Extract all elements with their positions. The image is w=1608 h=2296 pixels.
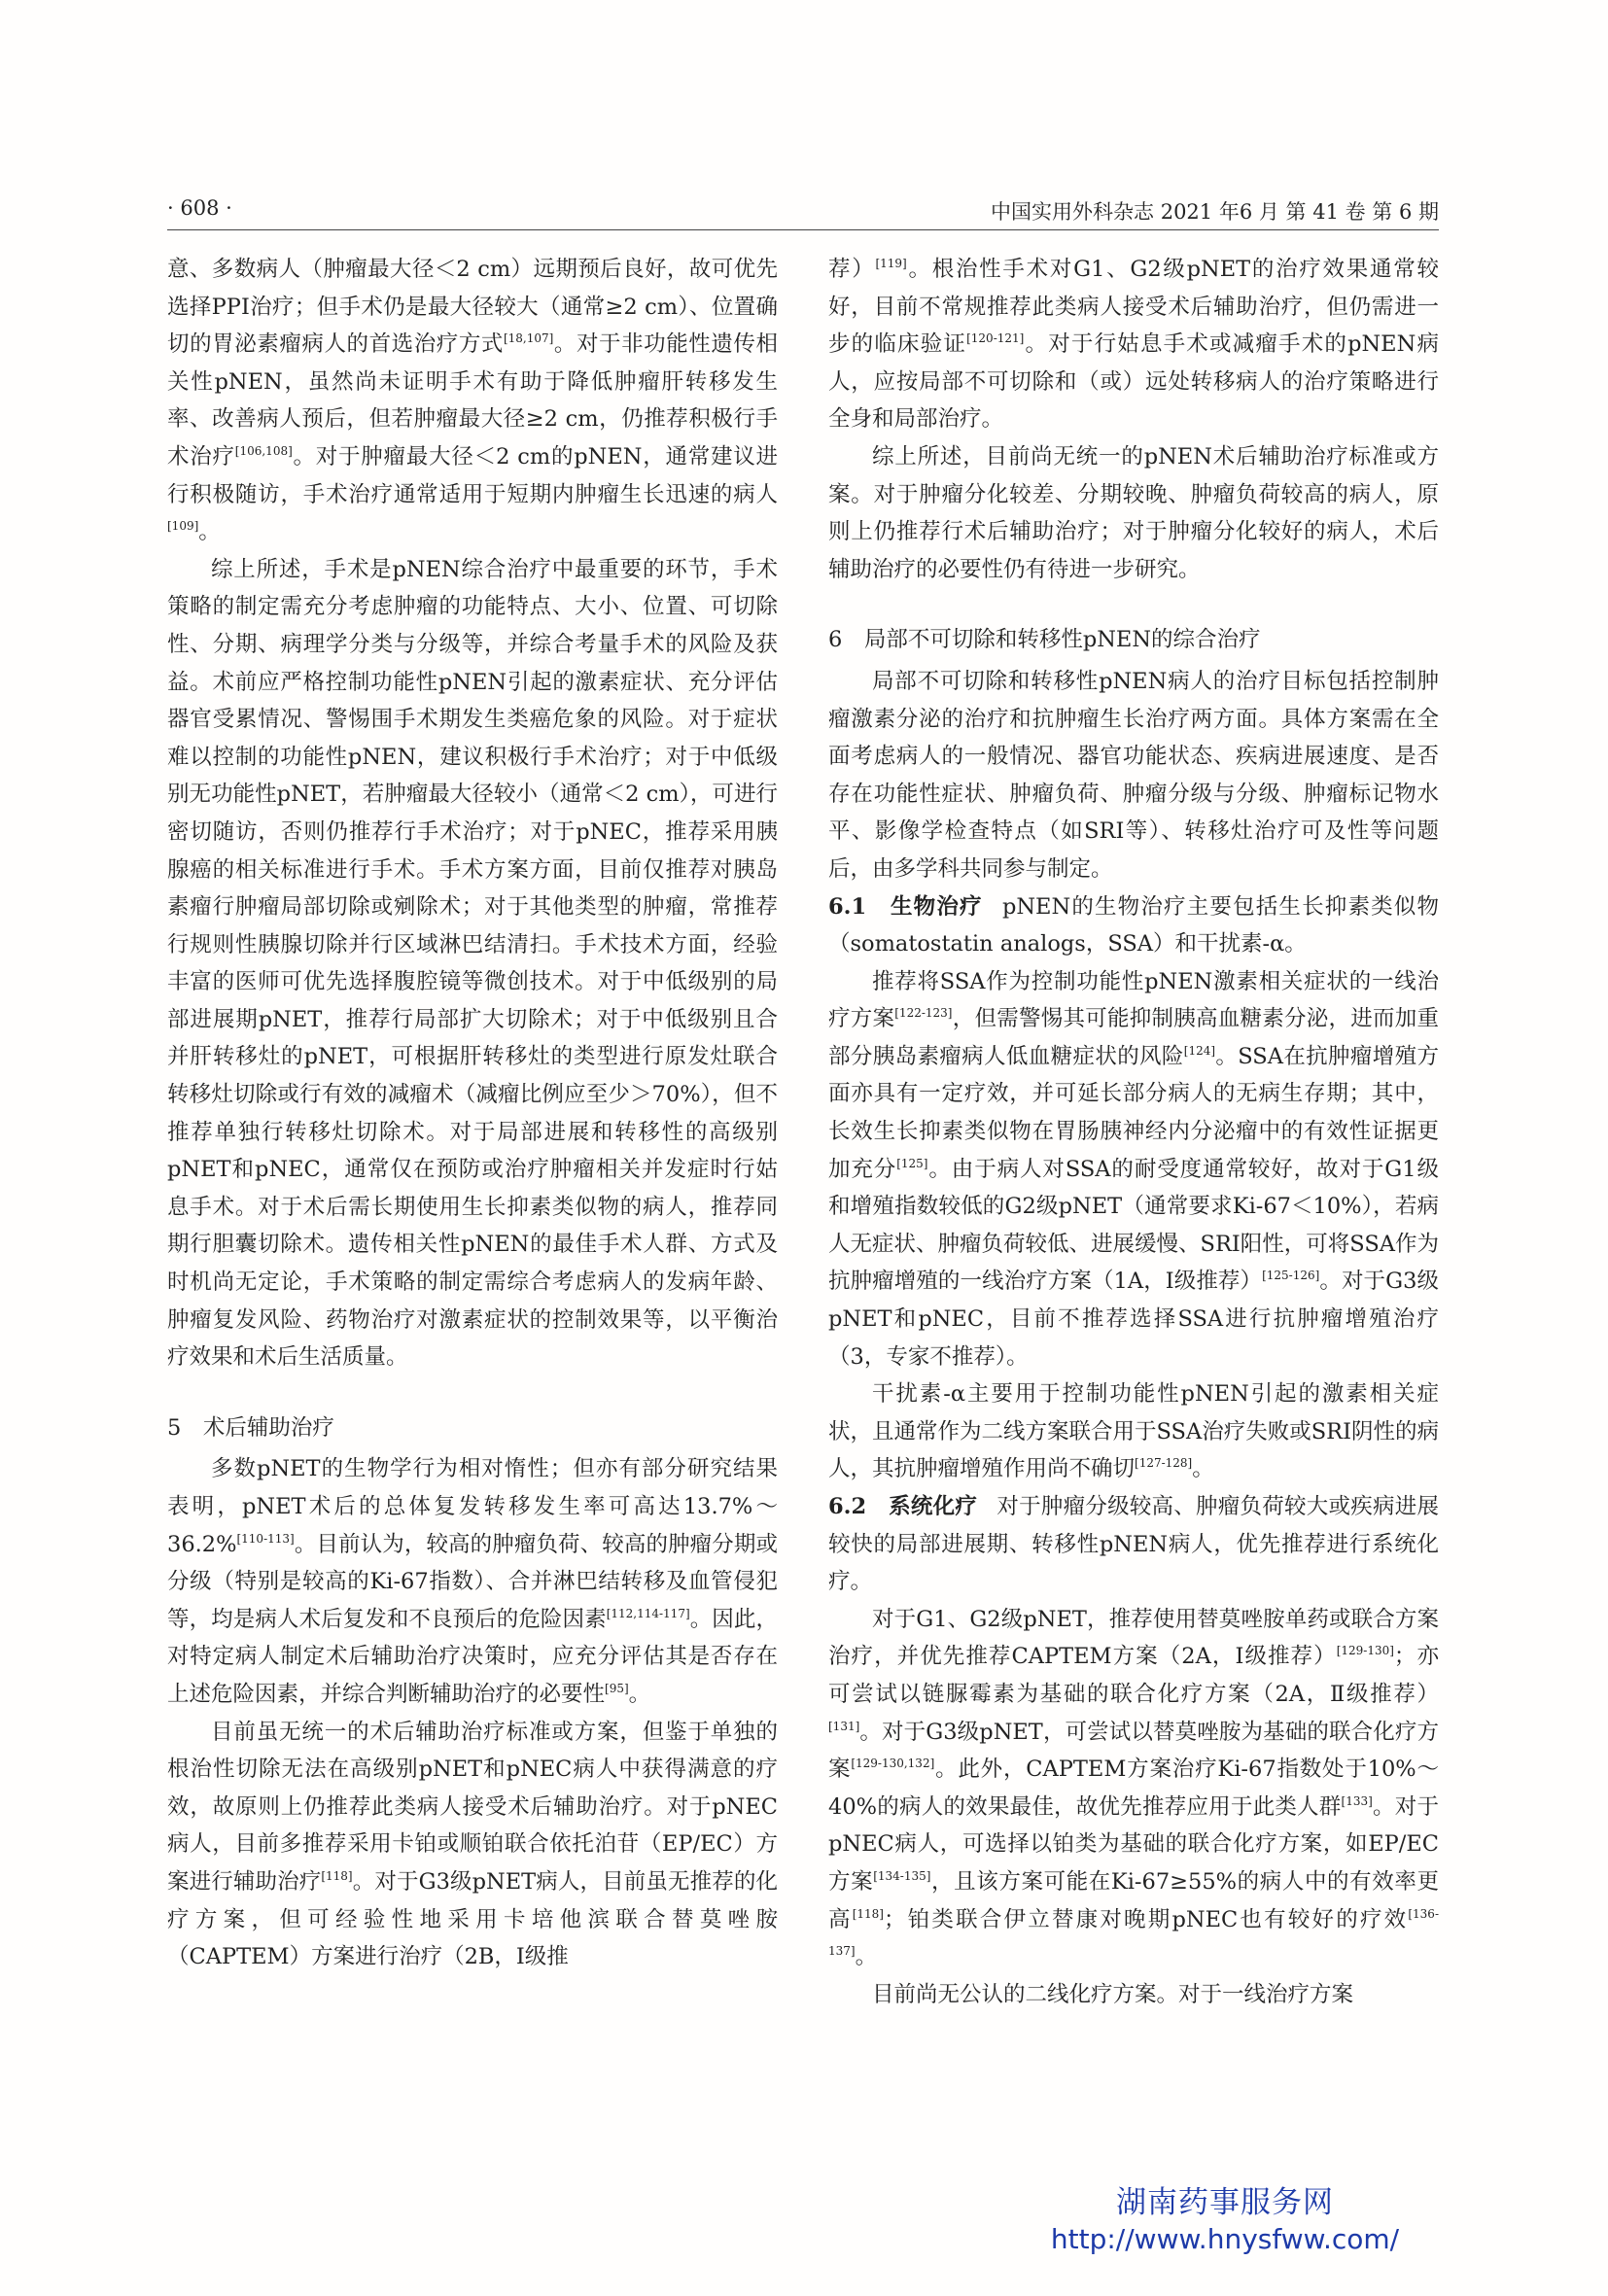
citation: [119] [875,257,907,270]
paragraph-second-line: 目前尚无公认的二线化疗方案。对于一线治疗方案 [872,1981,1354,2007]
watermark-url: http://www.hnysfww.com/ [1050,2223,1400,2255]
citation: [118] [321,1868,353,1883]
citation: [127-128] [1135,1456,1193,1471]
section-5-heading: 5 术后辅助治疗 [167,1414,334,1441]
citation: [124] [1183,1043,1216,1058]
paragraph-adjuvant-continued: 荐）[119]。根治性手术对G1、G2级pNET的治疗效果通常较好，目前不常规推荐此类病人接受术后辅助治疗，但仍需进一步的临床验证[120-121]。对于行姑息手术或减瘤手术的pNEN病人，应按局部不可切除和（或）远处转移病人的治疗策略进行全身和局部治疗。 [828,257,1439,433]
section-6-heading: 6 局部不可切除和转移性pNEN的综合治疗 [828,627,1261,653]
journal-citation: 中国实用外科杂志 2021 年6 月 第 41 卷 第 6 期 [991,200,1439,224]
page-number: · 608 · [167,196,232,220]
citation: [134-135] [873,1868,931,1883]
running-header [167,194,1439,227]
subsection-6-1: 6.1 生物治疗 pNEN的生物治疗主要包括生长抑素类似物（somatostatin analogs，SSA）和干扰素-α。 [828,893,1439,957]
citation: [136-137] [828,1906,1439,1959]
right-column [828,251,1439,2013]
header-rule [167,229,1439,230]
citation: [129-130,132] [851,1757,935,1771]
paragraph-surgery-summary: 综上所述，手术是pNEN综合治疗中最重要的环节，手术策略的制定需充分考虑肿瘤的功能特点、大小、位置、可切除性、分期、病理学分类与分级等，并综合考量手术的风险及获益。术前应严格控制功能性pNEN引起的激素症状、充分评估器官受累情况、警惕围手术期发生类癌危象的风险。对于症状难以控制的功能性pNEN，建议积极行手术治疗；对于中低级别无功能性pNET，若肿瘤最大径较小（通常＜2 cm），可进行密切随访，否则仍推荐行手术治疗；对于pNEC，推荐采用胰腺癌的相关标准进行手术。手术方案方面，目前仅推荐对胰岛素瘤行肿瘤局部切除或剜除术；对于其他类型的肿瘤，常推荐行规则性胰腺切除并行区域淋巴结清扫。手术技术方面，经验丰富的医师可优先选择腹腔镜等微创技术。对于中低级别的局部进展期pNET，推荐行局部扩大切除术；对于中低级别且合并肝转移灶的pNET，可根据肝转移灶的类型进行原发灶联合转移灶切除或行有效的减瘤术（减瘤比例应至少＞70%），但不推荐单独行转移灶切除术。对于局部进展和转移性的高级别pNET和pNEC，通常仅在预防或治疗肿瘤相关并发症时行姑息手术。对于术后需长期使用生长抑素类似物的病人，推荐同期行胆囊切除术。遗传相关性pNEN的最佳手术人群、方式及时机尚无定论，手术策略的制定需综合考虑病人的发病年龄、肿瘤复发风险、药物治疗对激素症状的控制效果等，以平衡治疗效果和术后生活质量。 [167,556,778,1371]
left-column [167,251,778,1976]
paragraph-section-6-intro: 局部不可切除和转移性pNEN病人的治疗目标包括控制肿瘤激素分泌的治疗和抗肿瘤生长治疗两方面。具体方案需在全面考虑病人的一般情况、器官功能状态、疾病进展速度、是否存在功能性症状、肿瘤负荷、肿瘤分级与分级、肿瘤标记物水平、影像学检查特点（如SRI等）、转移灶治疗可及性等问题后，由多学科共同参与制定。 [828,668,1439,882]
citation: [18,107] [503,331,554,346]
paragraph-adjuvant-risk: 多数pNET的生物学行为相对惰性；但亦有部分研究结果表明，pNET术后的总体复发转移发生率可高达13.7%～36.2%[110-113]。目前认为，较高的肿瘤负荷、较高的肿瘤分期或分级（特别是较高的Ki-67指数）、合并淋巴结转移及血管侵犯等，均是病人术后复发和不良预后的危险因素[112,114-117]。因此，对特定病人制定术后辅助治疗决策时，应充分评估其是否存在上述危险因素，并综合判断辅助治疗的必要性[95]。 [167,1456,778,1707]
citation: [125-126] [1262,1269,1320,1283]
paragraph-chemotherapy: 对于G1、G2级pNET，推荐使用替莫唑胺单药或联合方案治疗，并优先推荐CAPTEM方案（2A，Ⅰ级推荐）[129-130]；亦可尝试以链脲霉素为基础的联合化疗方案（2A，Ⅱ级推荐）[131]。对于G3级pNET，可尝试以替莫唑胺为基础的联合化疗方案[129-130,132]。此外，CAPTEM方案治疗Ki-67指数处于10%～40%的病人的效果最佳，故优先推荐应用于此类人群[133]。对于pNEC病人，可选择以铂类为基础的联合化疗方案，如EP/EC方案[134-135]，且该方案可能在Ki-67≥55%的病人中的有效率更高[118]；铂类联合伊立替康对晚期pNEC也有较好的疗效[136-137]。 [828,1606,1439,1970]
citation: [110-113] [236,1531,295,1546]
citation: [112,114-117] [606,1606,690,1620]
citation: [131] [828,1719,860,1733]
citation: [95] [605,1681,629,1695]
site-watermark [1050,2183,1400,2257]
subsection-6-1-heading: 6.1 生物治疗 [828,893,983,920]
paragraph-surgery-continued: 意、多数病人（肿瘤最大径＜2 cm）远期预后良好，故可优先选择PPI治疗；但手术仍是最大径较大（通常≥2 cm）、位置确切的胃泌素瘤病人的首选治疗方式[18,107]。对于非功能性遗传相关性pNEN，虽然尚未证明手术有助于降低肿瘤肝转移发生率、改善病人预后，但若肿瘤最大径≥2 cm，仍推荐积极行手术治疗[106,108]。对于肿瘤最大径＜2 cm的pNEN，通常建议进行积极随访，手术治疗通常适用于短期内肿瘤生长迅速的病人[109]。 [167,257,778,545]
paragraph-adjuvant-summary: 综上所述，目前尚无统一的pNEN术后辅助治疗标准或方案。对于肿瘤分化较差、分期较晚、肿瘤负荷较高的病人，原则上仍推荐行术后辅助治疗；对于肿瘤分化较好的病人，术后辅助治疗的必要性仍有待进一步研究。 [828,443,1439,582]
citation: [109] [167,519,199,534]
citation: [129-130] [1336,1644,1394,1658]
watermark-site-name: 湖南药事服务网 [1116,2185,1334,2220]
subsection-6-2: 6.2 系统化疗 对于肿瘤分级较高、肿瘤负荷较大或疾病进展较快的局部进展期、转移性pNEN病人，优先推荐进行系统化疗。 [828,1494,1439,1595]
paragraph-ssa: 推荐将SSA作为控制功能性pNEN激素相关症状的一线治疗方案[122-123]，但需警惕其可能抑制胰高血糖素分泌，进而加重部分胰岛素瘤病人低血糖症状的风险[124]。SSA在抗肿瘤增殖方面亦具有一定疗效，并可延长部分病人的无病生存期；其中，长效生长抑素类似物在胃肠胰神经内分泌瘤中的有效性证据更加充分[125]。由于病人对SSA的耐受度通常较好，故对于G1级和增殖指数较低的G2级pNET（通常要求Ki-67＜10%），若病人无症状、肿瘤负荷较低、进展缓慢、SRI阳性，可将SSA作为抗肿瘤增殖的一线治疗方案（1A，Ⅰ级推荐）[125-126]。对于G3级pNET和pNEC，目前不推荐选择SSA进行抗肿瘤增殖治疗（3，专家不推荐）。 [828,968,1440,1370]
citation: [133] [1341,1793,1373,1808]
citation: [118] [852,1906,884,1921]
citation: [106,108] [234,443,293,458]
paragraph-interferon: 干扰素-α主要用于控制功能性pNEN引起的激素相关症状，且通常作为二线方案联合用于SSA治疗失败或SRI阴性的病人，其抗肿瘤增殖作用尚不确切[127-128]。 [828,1381,1439,1482]
citation: [125] [896,1156,928,1170]
paragraph-adjuvant-regimen: 目前虽无统一的术后辅助治疗标准或方案，但鉴于单独的根治性切除无法在高级别pNET和pNEC病人中获得满意的疗效，故原则上仍推荐此类病人接受术后辅助治疗。对于pNEC病人，目前多推荐采用卡铂或顺铂联合依托泊苷（EP/EC）方案进行辅助治疗[118]。对于G3级pNET病人，目前虽无推荐的化疗方案，但可经验性地采用卡培他滨联合替莫唑胺（CAPTEM）方案进行治疗（2B，Ⅰ级推 [167,1719,778,1970]
citation: [122-123] [894,1006,953,1021]
citation: [120-121] [966,331,1025,346]
subsection-6-2-heading: 6.2 系统化疗 [828,1494,978,1519]
